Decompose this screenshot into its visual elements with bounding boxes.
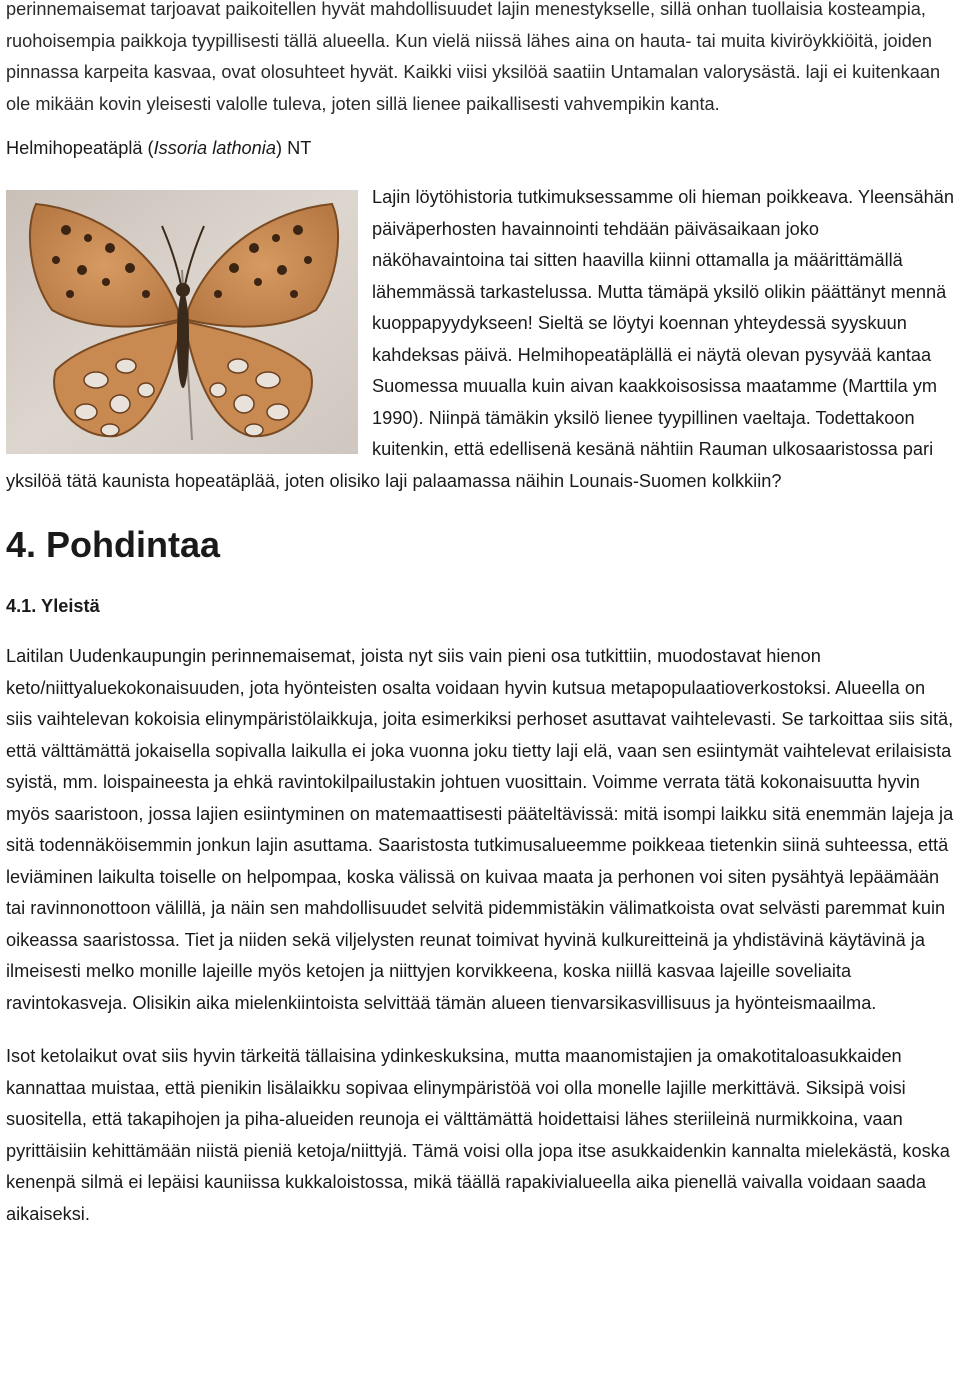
butterfly-photo [6, 190, 358, 454]
species-common-name: Helmihopeatäplä ( [6, 138, 154, 158]
discussion-paragraph-1: Laitilan Uudenkaupungin perinnemaisemat, joista nyt siis vain pieni osa tutkittiin, muodostavat hienon keto/niittyaluekokonaisuuden, jota hyönteisten osalta voidaan hyvin kutsua metapopulaatioverkostoksi. Alueella on siis vaihtelevan kokoisia elinympäristölaikkuja, joita esimerkiksi perhoset asuttavat vaihtelevasti. Se tarkoittaa siis sitä, että välttämättä jokaisella sopivalla laikulla ei joka vuonna joku tietty laji elä, vaan sen esiintymät vaihtelevat erilaisista syistä, mm. loispaineesta ja ehkä ravintokilpailustakin johtuen vuosittain. Voimme verrata tätä kokonaisuutta hyvin myös saaristoon, jossa lajien esiintyminen on matemaattisesti pääteltävissä: mitä isompi laikku sitä enemmän lajeja ja sitä todennäköisemmin jonkun lajin asuttama. Saaristosta tutkimusalueemme poikkeaa tietenkin siinä suhteessa, että leviäminen laikulta toiselle on helpompaa, koska välissä on kuivaa maata ja perhonen voi siten pysähtyä lepäämään tai ravinnonottoon välillä, ja näin sen mahdollisuudet selvitä pidemmistäkin välimatkoista ovat selvästi paremmat kuin oikeassa saaristossa. Tiet ja niiden sekä viljelysten reunat toimivat hyvinä kulkureitteinä ja yhdistävinä käytävinä ja ilmeisesti melko monille lajeille myös ketojen ja niittyjen korvikkeena, koska niillä kasvaa lajeille soveliaita ravintokasveja. Olisikin aika mielenkiintoista selvittää tämän alueen tienvarsikasvillisuus ja hyönteismaailma. [6, 646, 954, 1013]
intro-paragraph: perinnemaisemat tarjoavat paikoitellen hyvät mahdollisuudet lajin menestykselle, sillä onhan tuollaisia kosteampia, ruohoisempia paikkoja tyypillisesti tällä alueella. Kun vielä niissä lähes aina on hauta- tai muita kiviröykkiöitä, joiden pinnassa karpeita kasvaa, ovat olosuhteet hyvät. Kaikki viisi yksilöä saatiin Untamalan valorysästä. laji ei kuitenkaan ole mikään kovin yleisesti valolle tuleva, joten sillä lienee paikallisesti vahvempikin kanta. [6, 0, 941, 114]
chapter-heading: 4. Pohdintaa [6, 524, 221, 565]
species-section [6, 182, 956, 497]
section-heading: 4.1. Yleistä [6, 596, 100, 616]
document-page [6, 0, 956, 1230]
species-paragraph: Lajin löytöhistoria tutkimuksessamme oli hieman poikkeava. Yleensähän päiväperhosten havainnointi tehdään päiväsaikaan joko näköhavaintoina tai sitten haavilla kiinni ottamalla ja määrittämällä lähemmässä tarkastelussa. Mutta tämäpä yksilö olikin päättänyt mennä kuoppapyydykseen! Sieltä se löytyi koennan yhteydessä syyskuun kahdeksas päivä. Helmihopeatäplällä ei näytä olevan pysyvää kantaa Suomessa muualla kuin aivan kaakkoisosissa maatamme (Marttila ym 1990). Niinpä tämäkin yksilö lienee tyypillinen vaeltaja. Todettakoon kuitenkin, että edellisenä kesänä nähtiin Rauman ulkosaaristossa pari yksilöä tätä kaunista hopeatäplää, joten olisiko laji palaamassa näihin Lounais-Suomen kolkkiin? [6, 187, 954, 491]
species-title [6, 134, 956, 162]
butterfly-image [6, 190, 358, 454]
discussion-paragraph-2: Isot ketolaikut ovat siis hyvin tärkeitä tällaisina ydinkeskuksina, mutta maanomistajien ja omakotitaloasukkaiden kannattaa muistaa, että pienikin lisälaikku sopivaa elinympäristöä voi olla monelle lajille merkittävä. Siksipä voisi suositella, että takapihojen ja piha-alueiden reunoja ei välttämättä hoidettaisi lähes steriileinä nurmikkoina, vaan pyrittäisiin kehittämään niistä pieniä ketoja/niittyjä. Tämä voisi olla jopa itse asukkaidenkin kannalta mielekästä, koska kenenpä silmä ei lepäisi kauniissa kukkaloistossa, mikä täällä rapakivialueella aika pienellä vaivalla voidaan saada aikaiseksi. [6, 1046, 950, 1224]
species-status: ) NT [275, 138, 312, 158]
species-latin-name: Issoria lathonia [153, 138, 276, 158]
